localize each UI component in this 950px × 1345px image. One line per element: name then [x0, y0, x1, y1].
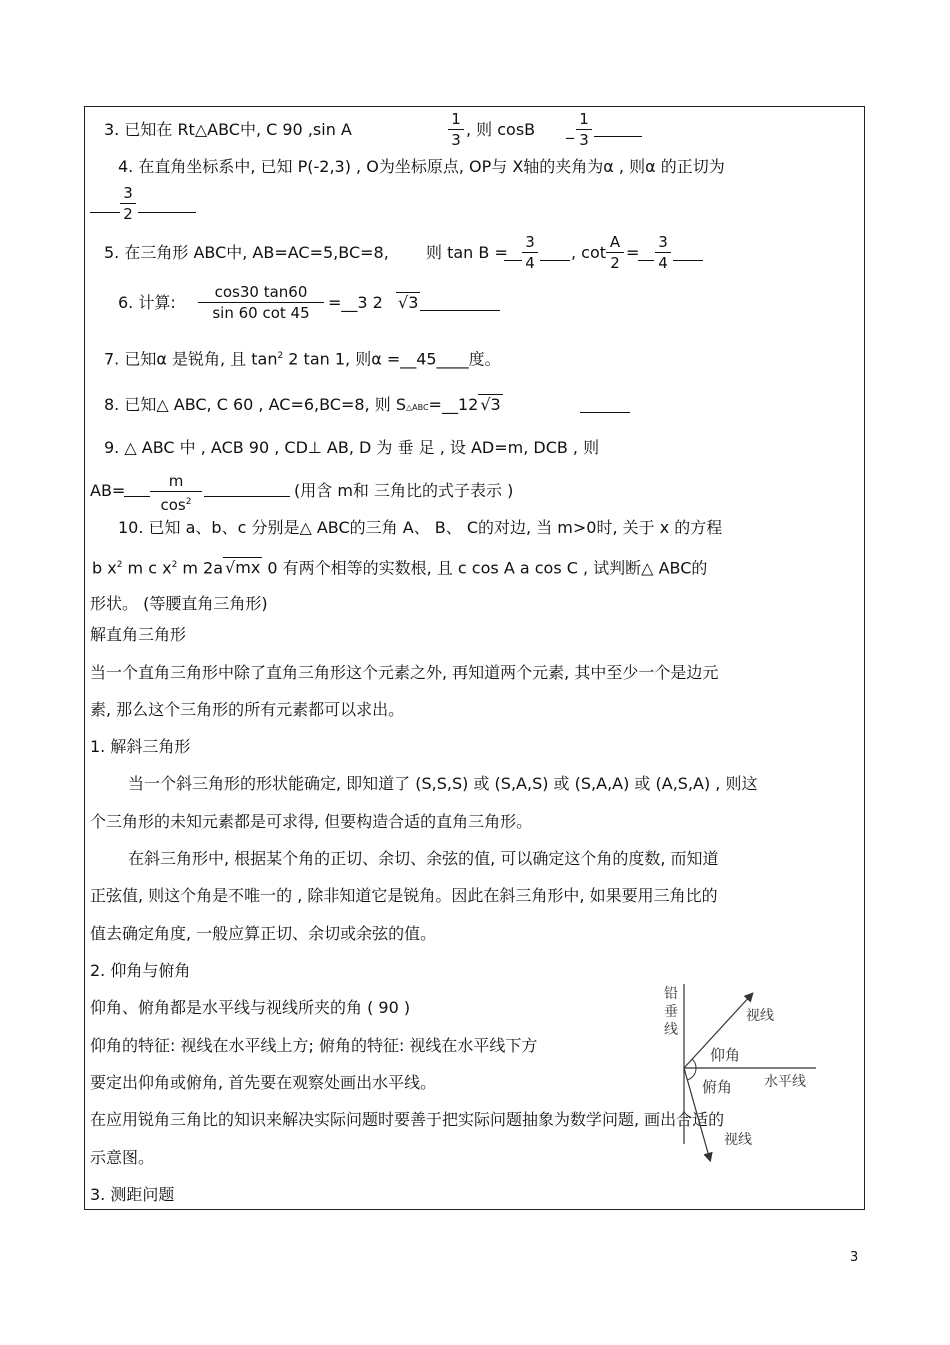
answer-fraction: 1 3: [576, 110, 592, 149]
answer-fraction: 3 2: [120, 184, 136, 223]
problem-5-text: 5. 在三角形 ABC中, AB=AC=5,BC=8,: [104, 243, 389, 262]
label-vertical-2: 垂: [664, 1004, 678, 1020]
answer-fraction: 3 4: [655, 233, 671, 272]
problem-3-text: 3. 已知在 Rt△ABC中, C 90 ,sin A: [104, 120, 352, 139]
half-angle-fraction: A 2: [606, 233, 624, 272]
answer-blank: [90, 212, 120, 213]
label-sight-down: 视线: [724, 1132, 752, 1148]
label-vertical-1: 铅: [664, 986, 678, 1002]
answer-blank: [420, 310, 500, 311]
subsection-title: 1. 解斜三角形: [90, 737, 191, 756]
label-elevation: 仰角: [710, 1046, 741, 1064]
elevation-depression-diagram: [656, 984, 826, 1164]
problem-4-text: 4. 在直角坐标系中, 已知 P(-2,3) , O为坐标原点, OP与 X轴的夹角为α , 则α 的正切为: [118, 157, 725, 176]
label-depression: 俯角: [702, 1078, 733, 1096]
problem-7: 7. 已知α 是锐角, 且 $\tan^2 2$ tan 1, 则α =__45____度。: [104, 349, 501, 369]
answer-blank: [580, 412, 630, 413]
label-sight-up: 视线: [746, 1008, 774, 1024]
label-horizontal: 水平线: [764, 1074, 806, 1090]
page-number: 3: [850, 1250, 859, 1265]
section-title: 解直角三角形: [90, 625, 187, 644]
expression-fraction: cos30 tan60 sin 60 cot 45: [198, 283, 324, 322]
subsection-title: 3. 测距问题: [90, 1185, 175, 1204]
answer-blank: [138, 212, 196, 213]
answer-fraction: 3 4: [522, 233, 538, 272]
answer-blank: [594, 136, 642, 137]
label-vertical-3: 线: [664, 1022, 678, 1038]
subsection-title: 2. 仰角与俯角: [90, 961, 191, 980]
answer-fraction: m $\cos^2$: [150, 472, 202, 514]
fraction: 1 3: [448, 110, 464, 149]
